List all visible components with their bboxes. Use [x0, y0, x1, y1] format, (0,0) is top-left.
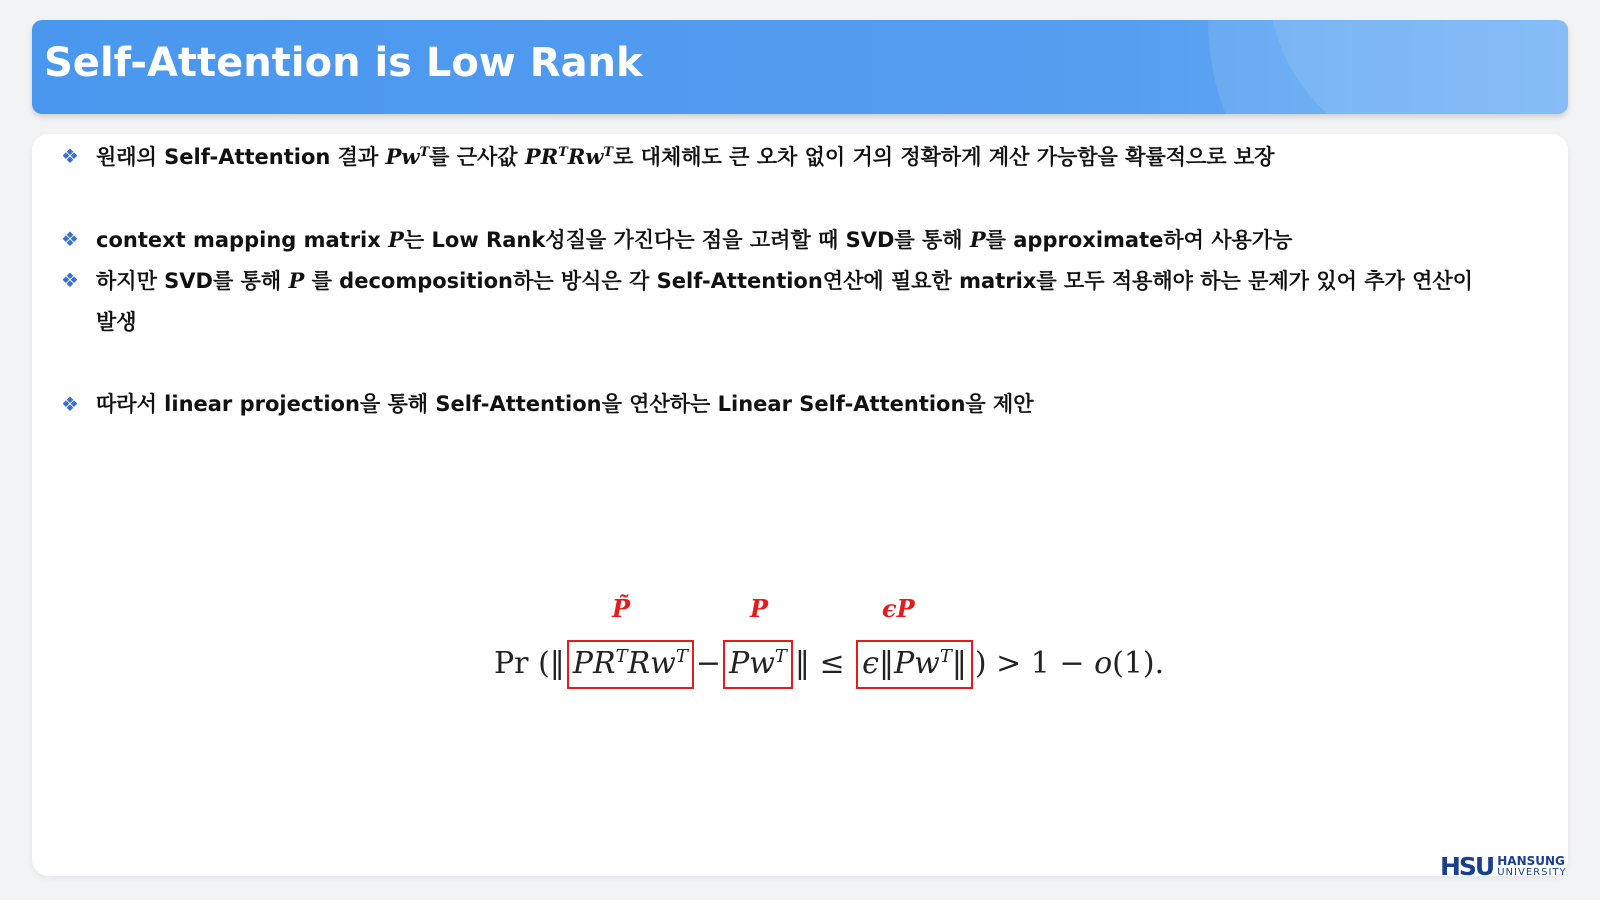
diamond-bullet-icon: ❖ — [61, 268, 79, 292]
formula-label-p: P — [750, 594, 769, 623]
slide-header — [32, 20, 1568, 114]
header-decoration — [1268, 20, 1568, 114]
bullet-text: 하지만 SVD를 통해 P 를 decomposition하는 방식은 각 Self-Attention연산에 필요한 matrix를 모두 적용해야 하는 문제가 있어 추가 연산이 발생 — [96, 268, 1473, 334]
hsu-logo-mark: HSU — [1440, 852, 1494, 881]
approx-term-box: $PR^TRw^T$ — [567, 640, 694, 689]
bullet-item — [56, 384, 1496, 425]
formula-label-p-tilde: P̃ — [612, 594, 631, 623]
bullet-item — [56, 219, 1496, 261]
slide-title: Self-Attention is Low Rank — [44, 40, 643, 86]
bullet-text: 원래의 Self-Attention 결과 $Pw^T$를 근사값 $PR^TRw^T$로 대체해도 큰 오차 없이 거의 정확하게 계산 가능함을 확률적으로 보장 — [96, 144, 1275, 169]
exact-term-box: $Pw^T$ — [723, 640, 793, 689]
hansung-university-logo — [1440, 852, 1567, 881]
probability-formula: Pr (‖ $PR^TRw^T - Pw^T$ ‖ ≤ $\epsilon‖Pw^T‖$ ) > 1 − o(1). — [494, 640, 1164, 689]
error-bound-box: $\epsilon‖Pw^T‖$ — [856, 640, 973, 689]
bullet-text: context mapping matrix P는 Low Rank성질을 가진다는 점을 고려할 때 SVD를 통해 P를 approximate하여 사용가능 — [96, 227, 1293, 252]
diamond-bullet-icon: ❖ — [61, 392, 79, 416]
logo-text-hansung: HANSUNG — [1497, 853, 1565, 868]
bullet-item — [56, 260, 1496, 343]
diamond-bullet-icon: ❖ — [61, 227, 79, 251]
diamond-bullet-icon: ❖ — [61, 144, 79, 168]
logo-text-university: UNIVERSITY — [1497, 866, 1567, 878]
formula-label-eps-p: ϵP — [882, 594, 915, 623]
bullet-text: 따라서 linear projection을 통해 Self-Attention을 연산하는 Linear Self-Attention을 제안 — [96, 392, 1034, 416]
bullet-item — [56, 136, 1496, 178]
